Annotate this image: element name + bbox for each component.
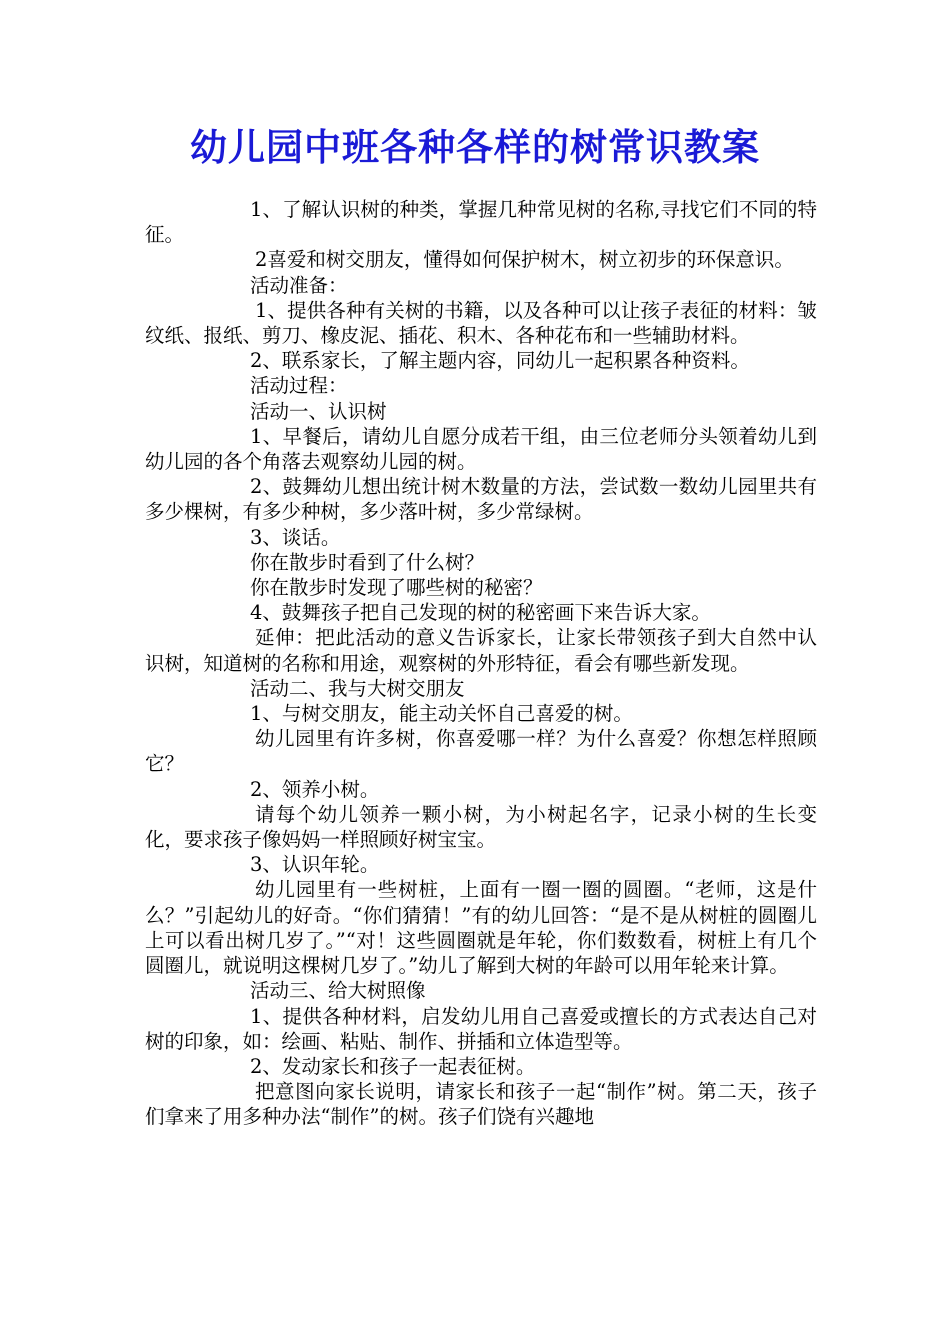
paragraph-activity-1-step-1: 1、早餐后，请幼儿自愿分成若干组，由三位老师分头领着幼儿到幼儿园的各个角落去观察幼儿园的树。 — [145, 424, 817, 474]
heading-process: 活动过程： — [250, 374, 348, 398]
paragraph-goal-1: 1、了解认识树的种类，掌握几种常见树的名称,寻找它们不同的特征。 — [145, 198, 817, 247]
paragraph-activity-2-question: 幼儿园里有许多树，你喜爱哪一样？为什么喜爱？你想怎样照顾它？ — [145, 727, 817, 776]
document-body — [145, 197, 817, 1130]
paragraph-activity-3-step-2: 2、发动家长和孩子一起表征树。 — [250, 1054, 536, 1078]
paragraph-adopt-tree: 请每个幼儿领养一颗小树，为小树起名字，记录小树的生长变化，要求孩子像妈妈一样照顾好树宝宝。 — [145, 802, 817, 852]
paragraph-activity-1-step-3: 3、谈话。 — [250, 525, 341, 549]
paragraph-activity-2-step-1: 1、与树交朋友，能主动关怀自己喜爱的树。 — [250, 702, 633, 726]
paragraph-question-2: 你在散步时发现了哪些树的秘密？ — [250, 576, 543, 600]
heading-activity-1: 活动一、认识树 — [250, 399, 387, 423]
heading-activity-3: 活动三、给大树照像 — [250, 979, 426, 1003]
document-title: 幼儿园中班各种各样的树常识教案 — [190, 126, 760, 169]
paragraph-preparation-1: 1、提供各种有关树的书籍，以及各种可以让孩子表征的材料：皱纹纸、报纸、剪刀、橡皮泥、插花、积木、各种花布和一些辅助材料。 — [145, 298, 817, 348]
paragraph-extension: 延伸：把此活动的意义告诉家长，让家长带领孩子到大自然中认识树，知道树的名称和用途，观察树的外形特征，看会有哪些新发现。 — [145, 626, 817, 675]
paragraph-activity-2-step-2: 2、领养小树。 — [250, 777, 380, 801]
heading-activity-2: 活动二、我与大树交朋友 — [250, 676, 465, 700]
paragraph-activity-1-step-2: 2、鼓舞幼儿想出统计树木数量的方法，尝试数一数幼儿园里共有多少棵树，有多少种树，多少落叶树，多少常绿树。 — [145, 475, 817, 524]
paragraph-activity-1-step-4: 4、鼓舞孩子把自己发现的树的秘密画下来告诉大家。 — [250, 601, 711, 625]
paragraph-question-1: 你在散步时看到了什么树？ — [250, 550, 485, 574]
paragraph-goal-2: 2喜爱和树交朋友，懂得如何保护树木，树立初步的环保意识。 — [255, 248, 794, 272]
heading-preparation: 活动准备： — [250, 273, 348, 297]
paragraph-tree-rings: 幼儿园里有一些树桩，上面有一圈一圈的圆圈。“老师，这是什么？”引起幼儿的好奇。“你们猜猜！”有的幼儿回答：“是不是从树桩的圆圈儿上可以看出树几岁了。”“对！这些圆圈就是年轮，你们数数看，树桩上有几个圆圈儿，就说明这棵树几岁了。”幼儿了解到大树的年龄可以用年轮来计算。 — [145, 878, 817, 978]
paragraph-activity-3-step-1: 1、提供各种材料，启发幼儿用自己喜爱或擅长的方式表达自己对树的印象，如：绘画、粘贴、制作、拼插和立体造型等。 — [145, 1004, 817, 1053]
paragraph-activity-2-step-3: 3、认识年轮。 — [250, 853, 380, 877]
paragraph-activity-3-explanation: 把意图向家长说明，请家长和孩子一起“制作”树。第二天，孩子们拿来了用多种办法“制作”的树。孩子们饶有兴趣地 — [145, 1080, 817, 1129]
paragraph-preparation-2: 2、联系家长，了解主题内容，同幼儿一起积累各种资料。 — [250, 349, 750, 373]
